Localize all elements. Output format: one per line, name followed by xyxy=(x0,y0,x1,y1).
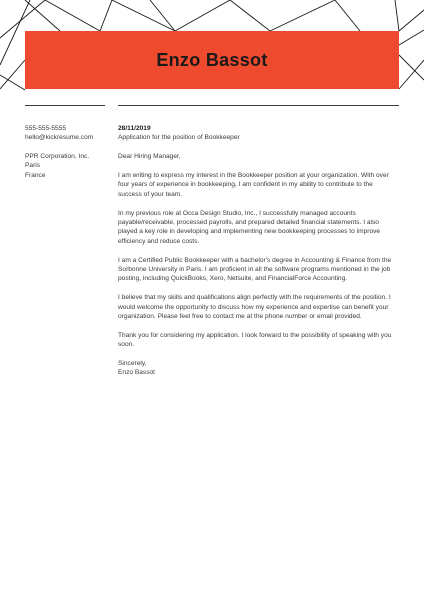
pattern-line xyxy=(399,10,424,31)
paragraph: In my previous role at Occa Design Studio, Inc., I successfully managed accounts payable/receivable, processed payrolls, and prepared detailed financial statements. I also played a key role in developing and implementing new bookkeeping processes to improve efficiency and reduce costs. xyxy=(118,209,381,245)
pattern-line xyxy=(112,0,175,31)
pattern-line xyxy=(399,60,424,89)
pattern-line xyxy=(0,60,25,89)
signature-name: Enzo Bassot xyxy=(118,369,156,377)
letter-date: 28/11/2019 xyxy=(118,125,151,132)
contact-info xyxy=(25,124,111,143)
pattern-line xyxy=(270,0,335,31)
paragraph: I believe that my skills and qualifications align perfectly with the requirements of the position. I would welcome the opportunity to discuss how my experience and expertise can benefit your organization. Please feel free to contact me at the phone number or email provided. xyxy=(118,294,391,321)
paragraph: I am writing to express my interest in the Bookkeeper position at your organization. With over four years of experience in bookkeeping, I am confident in my ability to contribute to the success of your team. xyxy=(118,172,389,198)
pattern-line xyxy=(175,0,230,31)
paragraph: Thank you for considering my application. I look forward to the possibility of speaking with you soon. xyxy=(118,331,392,349)
closing: Sincerely, xyxy=(118,360,147,368)
pattern-line xyxy=(399,55,424,80)
sidebar xyxy=(25,124,111,189)
pattern-line xyxy=(395,0,399,31)
recipient-info xyxy=(25,152,111,180)
salutation: Dear Hiring Manager, xyxy=(118,153,181,161)
phone-number: 555-555-5555 xyxy=(25,125,67,132)
paragraph: I am a Certified Public Bookkeeper with a bachelor's degree in Accounting & Finance from the Sorbonne University in Paris. I am proficient in all the software programs mentioned in the job posting, including QuickBooks, Xero, Netsuite, and FinancialForce Accounting. xyxy=(118,256,392,283)
recipient-city: Paris xyxy=(25,162,41,170)
letter-body xyxy=(118,124,398,378)
pattern-line xyxy=(399,30,424,45)
pattern-line xyxy=(335,0,360,31)
pattern-line xyxy=(45,0,100,31)
letter-subject: Application for the position of Bookkeeper xyxy=(118,134,240,142)
pattern-line xyxy=(0,75,25,90)
content-divider xyxy=(118,105,399,106)
name-banner xyxy=(25,31,399,89)
sidebar-divider xyxy=(25,105,105,106)
email-address: hello@kickresume.com xyxy=(25,134,94,142)
applicant-name: Enzo Bassot xyxy=(156,49,268,70)
pattern-line xyxy=(100,0,112,31)
pattern-line xyxy=(25,0,60,31)
recipient-country: France xyxy=(25,171,46,179)
pattern-line xyxy=(150,0,175,31)
recipient-company: PPR Corporation, Inc. xyxy=(25,152,90,160)
pattern-line xyxy=(230,0,270,31)
